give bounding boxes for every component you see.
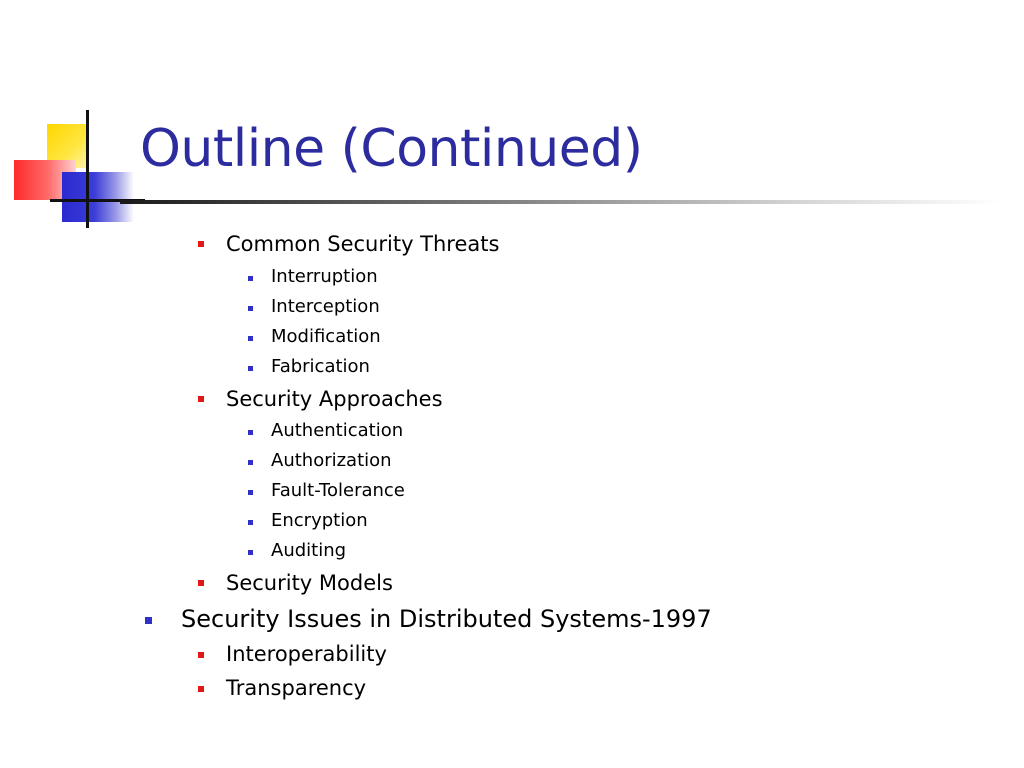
outline-item-label: Fabrication	[271, 356, 370, 377]
outline-item-label: Security Issues in Distributed Systems-1997	[181, 605, 712, 633]
square-bullet-icon	[248, 490, 253, 495]
outline-item-label: Interception	[271, 296, 380, 317]
square-bullet-icon	[248, 366, 253, 371]
square-bullet-icon	[248, 276, 253, 281]
outline-item-label: Common Security Threats	[226, 232, 500, 256]
vertical-line-decoration	[86, 110, 89, 228]
outline-item-label: Modification	[271, 326, 381, 347]
outline-item-label: Authorization	[271, 450, 392, 471]
slide-title: Outline (Continued)	[140, 119, 643, 179]
square-bullet-icon	[198, 652, 204, 658]
outline-item-label: Security Models	[226, 571, 393, 595]
outline-item-label: Authentication	[271, 420, 404, 441]
outline-item-label: Transparency	[226, 676, 367, 700]
outline-item-label: Encryption	[271, 510, 368, 531]
square-bullet-icon	[198, 686, 204, 692]
square-bullet-icon	[145, 617, 152, 624]
outline-item-label: Interruption	[271, 266, 378, 287]
square-bullet-icon	[248, 336, 253, 341]
slide-logo-squares	[0, 0, 150, 240]
outline-item-label: Security Approaches	[226, 387, 443, 411]
square-bullet-icon	[198, 396, 204, 402]
blue-square-decoration	[62, 172, 134, 222]
square-bullet-icon	[248, 430, 253, 435]
square-bullet-icon	[198, 241, 204, 247]
square-bullet-icon	[248, 520, 253, 525]
square-bullet-icon	[198, 580, 204, 586]
title-underline-rule	[120, 200, 1000, 204]
outline-item-label: Interoperability	[226, 642, 387, 666]
outline-item-label: Auditing	[271, 540, 347, 561]
square-bullet-icon	[248, 550, 253, 555]
square-bullet-icon	[248, 306, 253, 311]
square-bullet-icon	[248, 460, 253, 465]
outline-item-label: Fault-Tolerance	[271, 480, 405, 501]
